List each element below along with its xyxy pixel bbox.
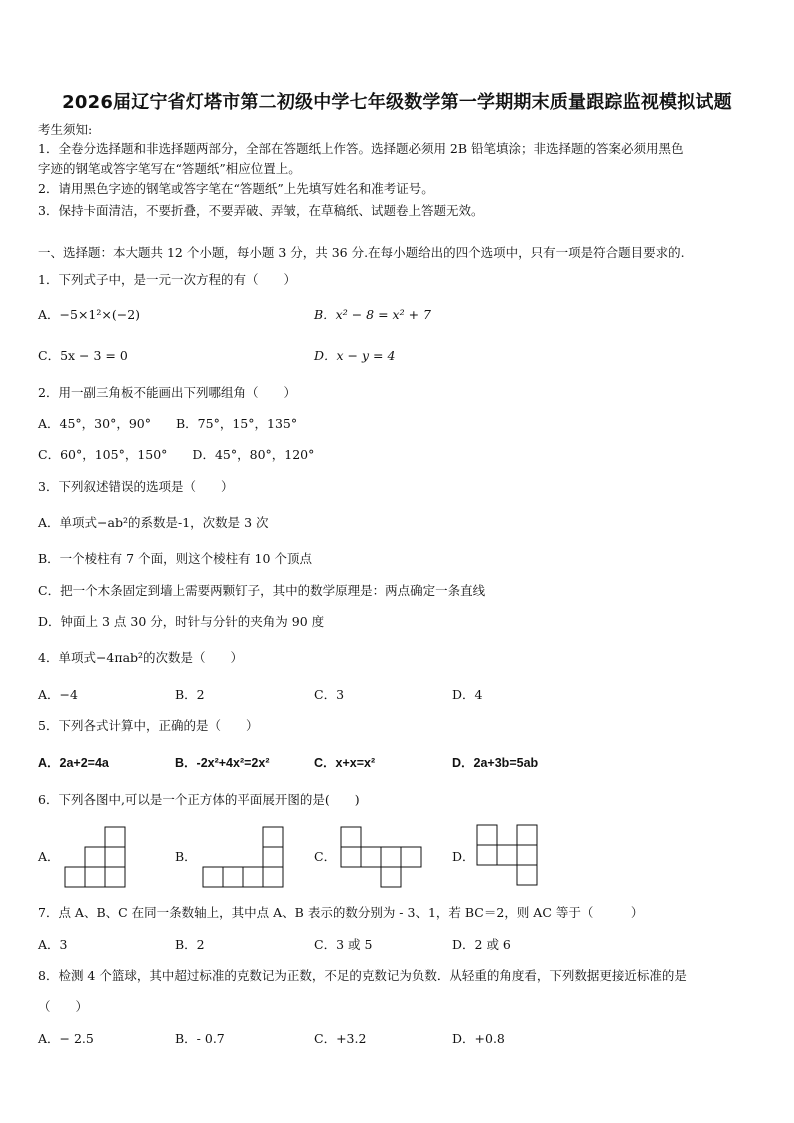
question-8-option-c: C．+3.2 — [314, 1031, 367, 1046]
question-8-stem-cont: （ ） — [38, 999, 89, 1014]
question-8-option-a: A．− 2.5 — [38, 1031, 94, 1046]
question-4-option-a: A．−4 — [38, 687, 78, 702]
question-4-option-b: B．2 — [175, 687, 205, 702]
question-3-option-c: C．把一个木条固定到墙上需要两颗钉子，其中的数学原理是：两点确定一条直线 — [38, 583, 486, 598]
question-1-option-c: C．5x − 3 = 0 — [38, 348, 128, 363]
question-7-option-c: C．3 或 5 — [314, 937, 373, 952]
notice-item-3: 3．保持卡面清洁，不要折叠，不要弄破、弄皱，在草稿纸、试题卷上答题无效。 — [38, 203, 484, 218]
notice-item-1-cont: 字迹的钢笔或答字笔写在“答题纸”相应位置上。 — [38, 161, 301, 176]
cube-net-c-figure — [340, 826, 424, 888]
question-3-stem: 3．下列叙述错误的选项是（ ） — [38, 479, 234, 494]
section-heading: 一、选择题：本大题共 12 个小题，每小题 3 分，共 36 分.在每小题给出的四个选项中，只有一项是符合题目要求的. — [38, 245, 685, 260]
question-5-option-b: B．-2x²+4x²=2x² — [175, 756, 270, 770]
question-7-option-a: A．3 — [38, 937, 68, 952]
question-8-option-b: B．- 0.7 — [175, 1031, 225, 1046]
question-2-stem: 2．用一副三角板不能画出下列哪组角（ ） — [38, 385, 296, 400]
question-2-options-cd: C．60°，105°，150° D．45°，80°，120° — [38, 447, 315, 462]
question-3-option-b: B．一个棱柱有 7 个面，则这个棱柱有 10 个顶点 — [38, 551, 312, 566]
notice-heading: 考生须知: — [38, 122, 93, 137]
notice-item-1: 1．全卷分选择题和非选择题两部分，全部在答题纸上作答。选择题必须用 2B 铅笔填涂；非选择题的答案必须用黑色 — [38, 141, 684, 156]
question-1-option-d: D．x − y = 4 — [314, 348, 396, 363]
question-6-option-a: A． — [38, 849, 60, 864]
question-3-option-d: D．钟面上 3 点 30 分，时针与分针的夹角为 90 度 — [38, 614, 325, 629]
question-4-option-c: C．3 — [314, 687, 345, 702]
question-1-option-a: A．−5×1²×(−2) — [38, 307, 141, 322]
question-7-option-d: D．2 或 6 — [452, 937, 511, 952]
question-5-option-c: C．x+x=x² — [314, 756, 376, 770]
question-6-option-b: B． — [175, 849, 197, 864]
notice-item-2: 2．请用黑色字迹的钢笔或答字笔在“答题纸”上先填写姓名和准考证号。 — [38, 181, 434, 196]
cube-net-a-figure — [64, 826, 126, 888]
question-6-option-c: C． — [314, 849, 337, 864]
question-7-option-b: B．2 — [175, 937, 205, 952]
question-3-option-a: A．单项式−ab²的系数是-1，次数是 3 次 — [38, 515, 269, 530]
question-5-stem: 5．下列各式计算中，正确的是（ ） — [38, 718, 259, 733]
question-6-option-d: D． — [452, 849, 475, 864]
question-5-option-d: D．2a+3b=5ab — [452, 756, 539, 770]
page-title: 2026届辽宁省灯塔市第二初级中学七年级数学第一学期期末质量跟踪监视模拟试题 — [62, 92, 732, 113]
question-7-stem: 7．点 A、B、C 在同一条数轴上，其中点 A、B 表示的数分别为 - 3、1，若 BC＝2，则 AC 等于（ ） — [38, 905, 644, 920]
cube-net-b-figure — [202, 826, 284, 888]
question-2-options-ab: A．45°，30°，90° B．75°，15°，135° — [38, 416, 298, 431]
question-8-stem: 8．检测 4 个篮球，其中超过标准的克数记为正数，不足的克数记为负数．从轻重的角度看，下列数据更接近标准的是 — [38, 968, 687, 983]
cube-net-d-figure — [476, 824, 540, 888]
question-8-option-d: D．+0.8 — [452, 1031, 505, 1046]
question-5-option-a: A．2a+2=4a — [38, 756, 109, 770]
question-4-stem: 4．单项式−4πab²的次数是（ ） — [38, 650, 244, 665]
question-6-stem: 6．下列各图中,可以是一个正方体的平面展开图的是( ) — [38, 792, 360, 807]
question-1-stem: 1．下列式子中，是一元一次方程的有（ ） — [38, 272, 296, 287]
question-1-option-b: B．x² − 8 = x² + 7 — [314, 307, 431, 322]
question-4-option-d: D．4 — [452, 687, 483, 702]
